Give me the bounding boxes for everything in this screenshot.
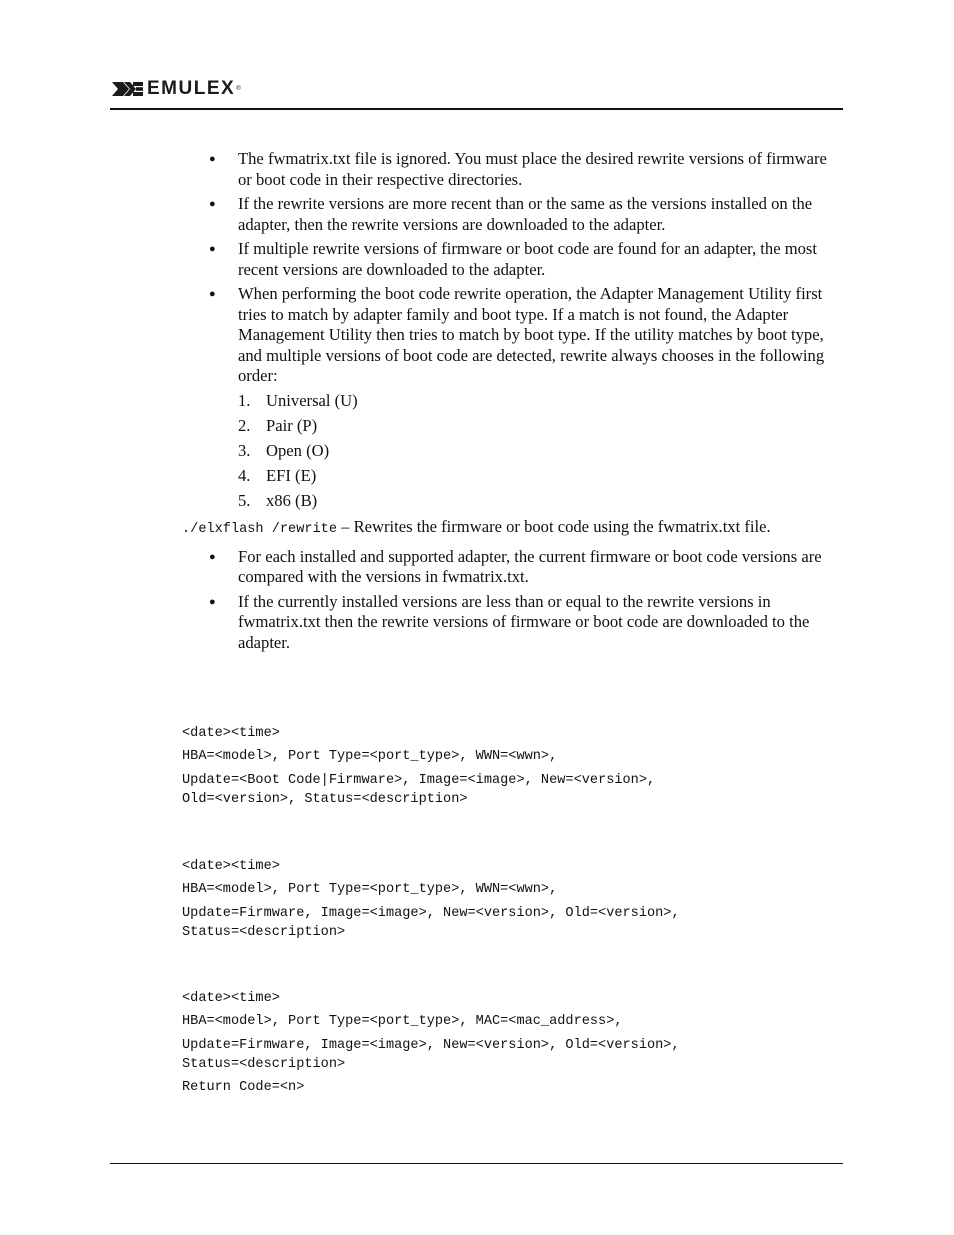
page-header [110,78,843,108]
logo-trademark: ® [236,86,241,92]
code-line: HBA=<model>, Port Type=<port_type>, WWN=<wwn>, [182,882,558,898]
bullet-icon: ● [209,550,216,563]
list-item [182,194,842,235]
bullet-text: If the currently installed versions are less than or equal to the rewrite versions in fwmatrix.txt then the rewrite versions of firmware or boot code are downloaded to the adapter. [238,591,810,652]
order-item [238,441,842,462]
code-line: <date><time> [182,991,280,1006]
order-item [238,466,842,487]
emulex-logo [110,78,241,100]
command-description: – Rewrites the firmware or boot code using the fwmatrix.txt file. [337,517,771,536]
bullet-icon: ● [209,153,216,165]
order-item [238,491,842,512]
bullet-list-fwmatrix-notes [182,547,842,654]
list-item [182,284,842,511]
emulex-logo-mark-icon [110,79,144,99]
logo-text: EMULEX [147,78,236,99]
code-line: Update=<Boot Code|Firmware>, Image=<image>, New=<version>, Old=<version>, Status=<description> [182,772,656,807]
list-item [182,239,842,280]
order-number: 2. [238,415,251,435]
code-line: Update=Firmware, Image=<image>, New=<version>, Old=<version>, Status=<description> [182,1037,680,1072]
main-content [182,149,842,657]
command-code: ./elxflash /rewrite [182,522,337,537]
bullet-icon: ● [209,288,216,300]
code-line: <date><time> [182,726,280,741]
code-block-nic-firmware [182,989,822,1102]
order-number: 5. [238,490,251,510]
order-text: Pair (P) [266,415,318,435]
bullet-text: For each installed and supported adapter, the current firmware or boot code versions are compared with the versions in fwmatrix.txt. [238,546,822,586]
order-number: 4. [238,465,251,485]
code-line: Update=Firmware, Image=<image>, New=<version>, Old=<version>, Status=<description> [182,905,680,940]
code-line: HBA=<model>, Port Type=<port_type>, WWN=<wwn>, [182,749,558,765]
order-text: Open (O) [266,440,330,460]
bullet-icon: ● [209,243,216,255]
bullet-text: If multiple rewrite versions of firmware or boot code are found for an adapter, the most recent versions are downloaded to the adapter. [238,239,817,279]
order-item [238,416,842,437]
rewrite-command-paragraph [182,517,842,541]
bullet-text: When performing the boot code rewrite operation, the Adapter Management Utility first tries to match by adapter family and boot type. If a match is not found, the Adapter Management Utility then tries to match by boot type. If the utility matches by boot type, and multiple versions of boot code are detected, rewrite always chooses in the following order: [238,284,825,385]
code-block-fc-firmware [182,857,822,946]
code-line: HBA=<model>, Port Type=<port_type>, MAC=<mac_address>, [182,1014,623,1030]
bullet-list-rewrite-notes [182,149,842,511]
code-line: <date><time> [182,859,280,874]
footer-rule [110,1163,843,1164]
order-text: Universal (U) [266,390,358,410]
order-number: 3. [238,440,251,460]
bullet-text: If the rewrite versions are more recent than or the same as the versions installed on the adapter, then the rewrite versions are downloaded to the adapter. [238,194,813,234]
order-item [238,391,842,412]
list-item [182,547,842,588]
header-rule [110,108,843,110]
code-block-boot-or-firmware [182,724,822,813]
order-text: EFI (E) [266,465,317,485]
order-text: x86 (B) [266,490,318,510]
code-line: Return Code=<n> [182,1080,305,1096]
list-item [182,149,842,190]
bullet-text: The fwmatrix.txt file is ignored. You must place the desired rewrite versions of firmware or boot code in their respective directories. [238,149,827,189]
bullet-icon: ● [209,198,216,210]
bullet-icon: ● [209,595,216,608]
order-number: 1. [238,390,251,410]
boot-type-order-list [238,391,842,512]
list-item [182,592,842,654]
